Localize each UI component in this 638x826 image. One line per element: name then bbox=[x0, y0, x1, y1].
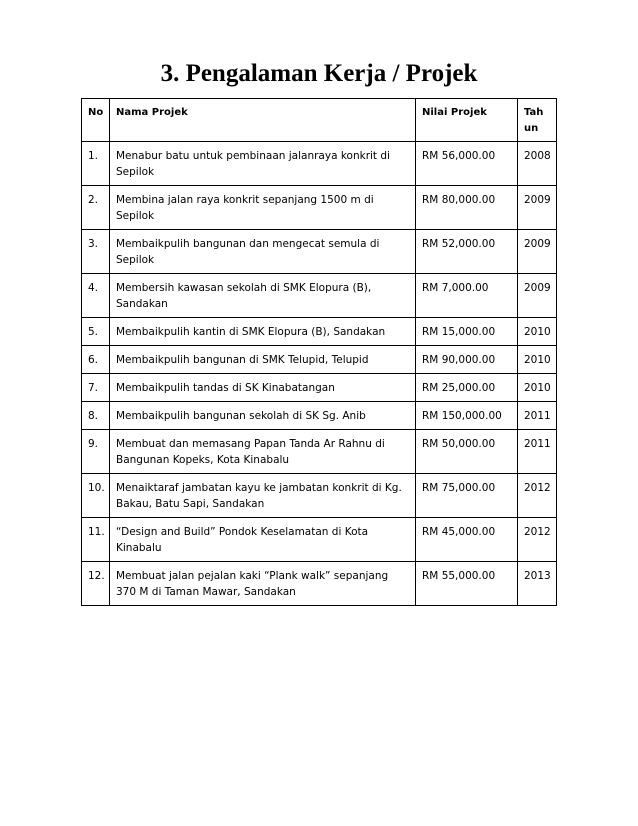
row-year: 2012 bbox=[518, 474, 557, 518]
header-project-value: Nilai Projek bbox=[416, 99, 518, 142]
row-year: 2011 bbox=[518, 430, 557, 474]
row-no: 12. bbox=[82, 562, 110, 606]
row-project-name: Membaikpulih kantin di SMK Elopura (B), Sandakan bbox=[110, 318, 416, 346]
row-year: 2012 bbox=[518, 518, 557, 562]
row-project-name: Membina jalan raya konkrit sepanjang 1500 m di Sepilok bbox=[110, 186, 416, 230]
row-project-value: RM 75,000.00 bbox=[416, 474, 518, 518]
table-row bbox=[82, 374, 557, 402]
row-project-name: Membaikpulih bangunan sekolah di SK Sg. Anib bbox=[110, 402, 416, 430]
table-row bbox=[82, 474, 557, 518]
table-header-row bbox=[82, 99, 557, 142]
row-project-name: Membaikpulih bangunan dan mengecat semula di Sepilok bbox=[110, 230, 416, 274]
row-project-value: RM 56,000.00 bbox=[416, 142, 518, 186]
row-year: 2013 bbox=[518, 562, 557, 606]
table-row bbox=[82, 402, 557, 430]
row-project-name: “Design and Build” Pondok Keselamatan di Kota Kinabalu bbox=[110, 518, 416, 562]
header-year-label: Tahun bbox=[524, 107, 544, 134]
table-row bbox=[82, 562, 557, 606]
row-year: 2010 bbox=[518, 318, 557, 346]
row-no: 7. bbox=[82, 374, 110, 402]
row-project-value: RM 15,000.00 bbox=[416, 318, 518, 346]
header-year bbox=[518, 99, 557, 142]
row-project-value: RM 150,000.00 bbox=[416, 402, 518, 430]
row-project-value: RM 25,000.00 bbox=[416, 374, 518, 402]
row-project-name: Menabur batu untuk pembinaan jalanraya konkrit di Sepilok bbox=[110, 142, 416, 186]
table-row bbox=[82, 274, 557, 318]
row-project-value: RM 90,000.00 bbox=[416, 346, 518, 374]
row-no: 10. bbox=[82, 474, 110, 518]
table-row bbox=[82, 142, 557, 186]
header-project-name: Nama Projek bbox=[110, 99, 416, 142]
row-no: 1. bbox=[82, 142, 110, 186]
row-no: 2. bbox=[82, 186, 110, 230]
row-no: 4. bbox=[82, 274, 110, 318]
table-row bbox=[82, 430, 557, 474]
table-row bbox=[82, 518, 557, 562]
row-project-value: RM 50,000.00 bbox=[416, 430, 518, 474]
table-row bbox=[82, 186, 557, 230]
table-row bbox=[82, 318, 557, 346]
row-year: 2009 bbox=[518, 274, 557, 318]
table-row bbox=[82, 230, 557, 274]
row-year: 2009 bbox=[518, 230, 557, 274]
row-year: 2011 bbox=[518, 402, 557, 430]
row-no: 6. bbox=[82, 346, 110, 374]
row-project-name: Menaiktaraf jambatan kayu ke jambatan konkrit di Kg. Bakau, Batu Sapi, Sandakan bbox=[110, 474, 416, 518]
row-year: 2010 bbox=[518, 346, 557, 374]
row-project-name: Membaikpulih tandas di SK Kinabatangan bbox=[110, 374, 416, 402]
row-no: 8. bbox=[82, 402, 110, 430]
row-no: 9. bbox=[82, 430, 110, 474]
row-year: 2008 bbox=[518, 142, 557, 186]
projects-table bbox=[81, 98, 557, 606]
row-project-value: RM 52,000.00 bbox=[416, 230, 518, 274]
header-no: No bbox=[82, 99, 110, 142]
row-project-value: RM 80,000.00 bbox=[416, 186, 518, 230]
row-project-value: RM 55,000.00 bbox=[416, 562, 518, 606]
row-no: 5. bbox=[82, 318, 110, 346]
row-year: 2010 bbox=[518, 374, 557, 402]
row-project-name: Membuat dan memasang Papan Tanda Ar Rahnu di Bangunan Kopeks, Kota Kinabalu bbox=[110, 430, 416, 474]
row-project-name: Membersih kawasan sekolah di SMK Elopura (B), Sandakan bbox=[110, 274, 416, 318]
row-year: 2009 bbox=[518, 186, 557, 230]
row-project-value: RM 7,000.00 bbox=[416, 274, 518, 318]
page-title: 3. Pengalaman Kerja / Projek bbox=[160, 60, 478, 87]
row-project-value: RM 45,000.00 bbox=[416, 518, 518, 562]
row-project-name: Membaikpulih bangunan di SMK Telupid, Telupid bbox=[110, 346, 416, 374]
row-no: 3. bbox=[82, 230, 110, 274]
table-row bbox=[82, 346, 557, 374]
row-no: 11. bbox=[82, 518, 110, 562]
row-project-name: Membuat jalan pejalan kaki “Plank walk” sepanjang 370 M di Taman Mawar, Sandakan bbox=[110, 562, 416, 606]
